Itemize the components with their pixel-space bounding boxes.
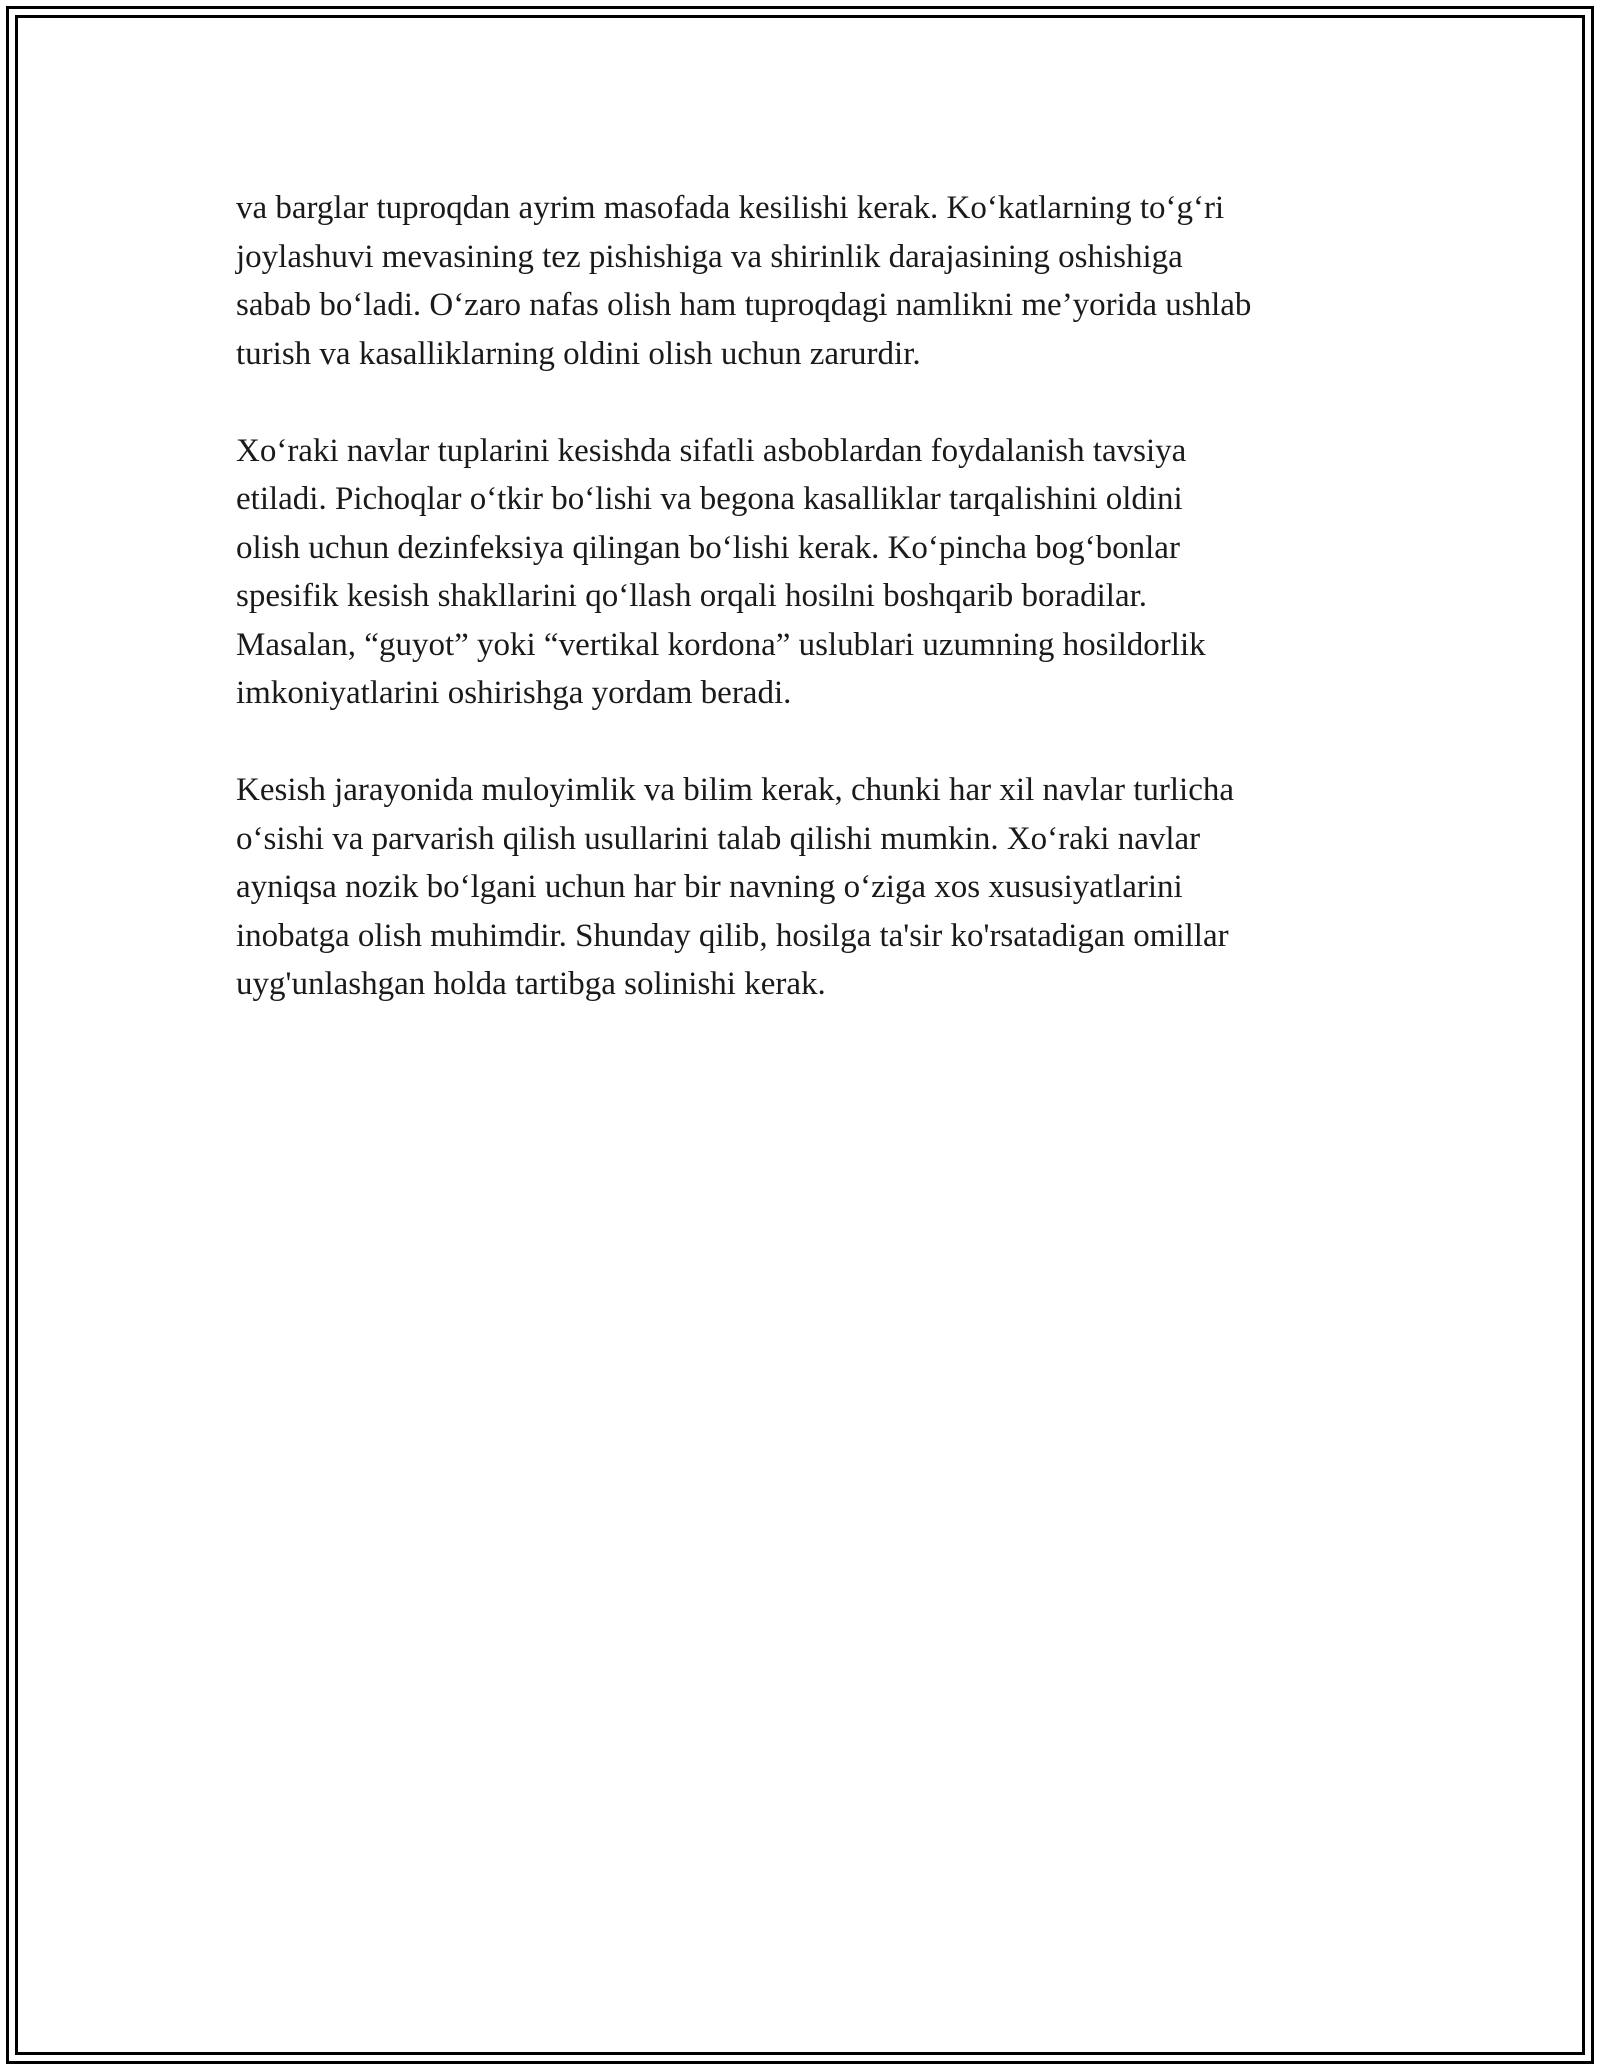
paragraph-3 — [236, 766, 1386, 1009]
paragraph-line: o‘sishi va parvarish qilish usullarini talab qilishi mumkin. Xo‘raki navlar — [236, 820, 1201, 857]
paragraph-line: va barglar tuproqdan ayrim masofada kesilishi kerak. Ko‘katlarning to‘g‘ri — [236, 190, 1225, 226]
paragraph-line: inobatga olish muhimdir. Shunday qilib, hosilga ta'sir ko'rsatadigan omillar — [236, 917, 1229, 954]
paragraph-line: olish uchun dezinfeksiya qilingan bo‘lishi kerak. Ko‘pincha bog‘bonlar — [236, 529, 1180, 566]
paragraph-line: joylashuvi mevasining tez pishishiga va shirinlik darajasining oshishiga — [236, 238, 1183, 275]
paragraph-line: ayniqsa nozik bo‘lgani uchun har bir navning o‘ziga xos xususiyatlarini — [236, 869, 1183, 905]
paragraph-line: Kesish jarayonida muloyimlik va bilim kerak, chunki har xil navlar turlicha — [236, 772, 1234, 808]
paragraph-line: etiladi. Pichoqlar o‘tkir bo‘lishi va begona kasalliklar tarqalishini oldini — [236, 481, 1183, 517]
paragraph-line: spesifik kesish shakllarini qo‘llash orqali hosilni boshqarib boradilar. — [236, 578, 1148, 614]
paragraph-line: uyg'unlashgan holda tartibga solinishi kerak. — [236, 966, 826, 1002]
paragraph-2 — [236, 427, 1386, 718]
paragraph-line: imkoniyatlarini oshirishga yordam beradi. — [236, 675, 792, 711]
paragraph-1 — [236, 184, 1386, 378]
document-body — [236, 184, 1386, 1057]
paragraph-line: Masalan, “guyot” yoki “vertikal kordona” uslublari uzumning hosildorlik — [236, 626, 1206, 663]
paragraph-line: Xo‘raki navlar tuplarini kesishda sifatli asboblardan foydalanish tavsiya — [236, 432, 1187, 469]
paragraph-line: turish va kasalliklarning oldini olish uchun zarurdir. — [236, 335, 921, 372]
paragraph-line: sabab bo‘ladi. O‘zaro nafas olish ham tuproqdagi namlikni me’yorida ushlab — [236, 287, 1252, 323]
